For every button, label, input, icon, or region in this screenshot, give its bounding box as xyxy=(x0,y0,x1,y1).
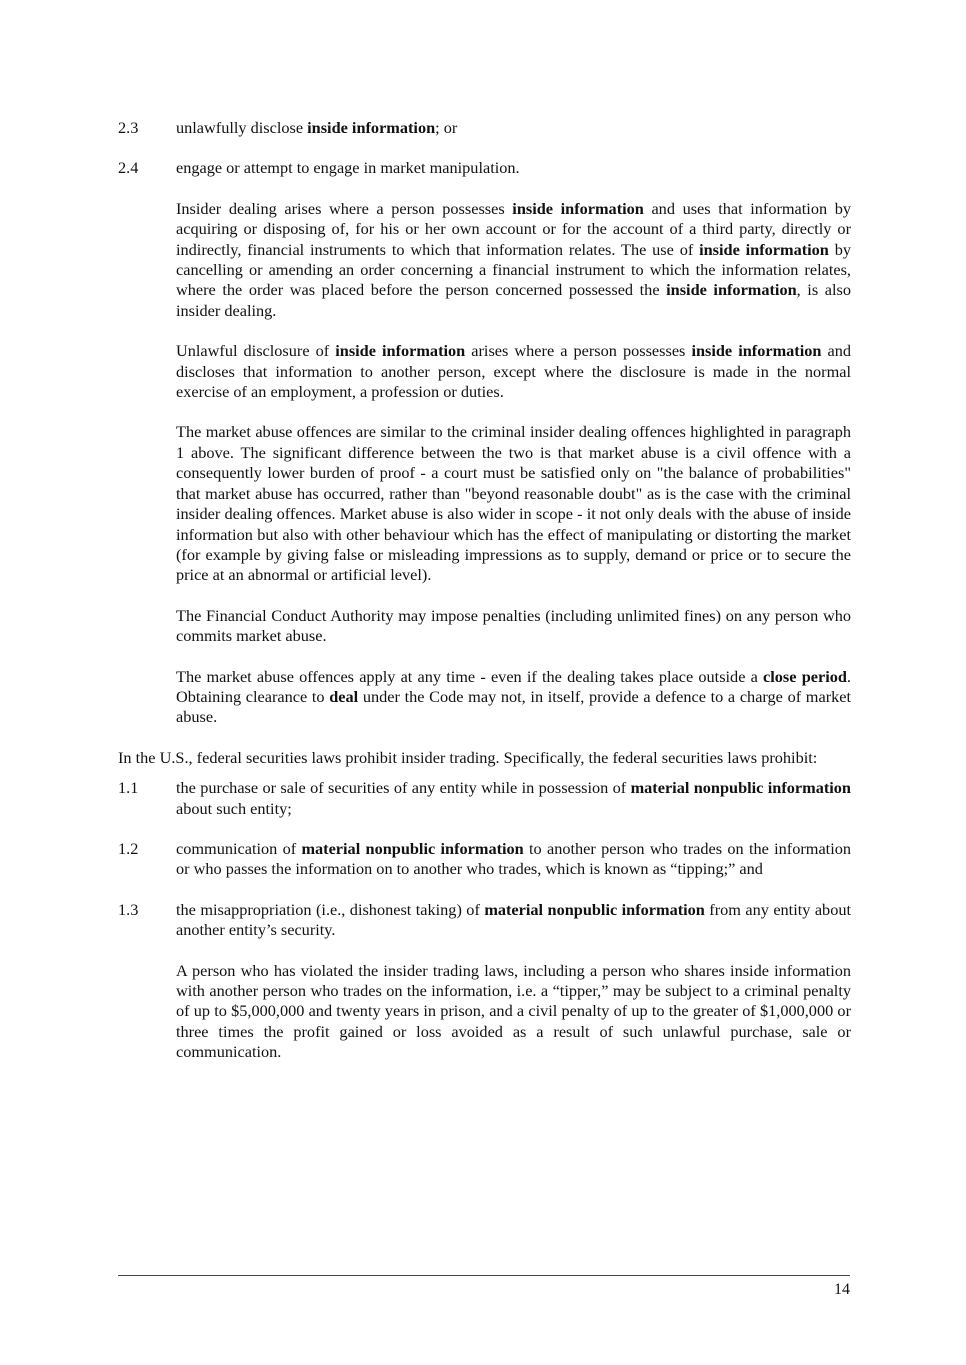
text-run: The market abuse offences apply at any time - even if the dealing takes place outside a xyxy=(176,666,764,686)
text-run: from any entity about another entity’s security. xyxy=(176,899,852,940)
text-run: the purchase or sale of securities of any entity while in possession of xyxy=(176,778,631,798)
list-item-2-3 xyxy=(118,118,851,138)
list-number: 1.2 xyxy=(118,838,139,858)
list-number: 2.3 xyxy=(118,118,139,137)
list-text xyxy=(176,900,851,941)
text-run: A person who has violated the insider trading laws, including a person who shares inside information with another person who trades on the information, i.e. a “tipper,” may be subject to a criminal penalty of up to $5,000,000 and twenty years in prison, and a civil penalty of up to the greater of $1,000,000 or three times the profit gained or loss avoided as a result of such unlawful purchase, sale or communication. xyxy=(176,960,851,1062)
bold-term: material nonpublic information xyxy=(630,778,851,798)
paragraph-us-penalties xyxy=(176,961,851,1063)
text-run: and uses that information by acquiring or disposing of, for his or her own account or for the account of a third party, directly or indirectly, financial instruments to which that information relates. The use of xyxy=(176,198,851,259)
text-run: Insider dealing arises where a person possesses xyxy=(176,198,513,218)
list-item-1-3 xyxy=(118,900,851,941)
bold-term: inside information xyxy=(699,239,829,259)
footer-divider xyxy=(118,1275,850,1276)
list-text xyxy=(176,118,851,138)
paragraph-us-intro xyxy=(118,748,851,768)
text-run: to another person who trades on the information or who passes the information on to another who trades, which is known as “tipping;” and xyxy=(176,838,852,879)
bold-term: deal xyxy=(329,686,359,706)
bold-term: inside information xyxy=(307,118,436,137)
list-item-2-4 xyxy=(118,158,851,178)
text-run: the misappropriation (i.e., dishonest taking) of xyxy=(176,899,485,919)
list-text xyxy=(176,158,851,178)
bold-term: material nonpublic information xyxy=(301,838,524,858)
text-run: unlawfully disclose xyxy=(176,118,308,137)
paragraph-market-abuse-offences xyxy=(176,422,851,585)
text-run: Unlawful disclosure of xyxy=(176,341,336,361)
text-run: communication of xyxy=(176,838,302,858)
page-number: 14 xyxy=(834,1281,850,1298)
list-text xyxy=(176,778,851,819)
bold-term: material nonpublic information xyxy=(484,899,705,919)
list-item-1-2 xyxy=(118,839,851,880)
paragraph-insider-dealing xyxy=(176,199,851,321)
text-run: ; or xyxy=(435,118,458,137)
bold-term: inside information xyxy=(691,341,822,361)
text-run: and discloses that information to another person, except where the disclosure is made in the normal exercise of an employment, a profession or duties. xyxy=(176,341,851,402)
text-run: under the Code may not, in itself, provide a defence to a charge of market abuse. xyxy=(176,686,852,727)
text-run: by cancelling or amending an order concerning a financial instrument to which the information relates, where the order was placed before the person concerned possessed the xyxy=(176,239,851,300)
text-run: engage or attempt to engage in market manipulation. xyxy=(176,158,520,178)
paragraph-close-period xyxy=(176,667,851,728)
list-number: 2.4 xyxy=(118,158,139,178)
bold-term: inside information xyxy=(512,198,644,218)
paragraph-unlawful-disclosure xyxy=(176,341,851,402)
list-text xyxy=(176,839,851,880)
text-run: about such entity; xyxy=(176,798,292,818)
bold-term: inside information xyxy=(335,341,466,361)
text-run: The market abuse offences are similar to the criminal insider dealing offences highlighted in paragraph 1 above. The significant difference between the two is that market abuse is a civil offence with a consequently lower burden of proof - a court must be satisfied only on "the balance of probabilities" that market abuse has occurred, rather than "beyond reasonable doubt" as is the case with the criminal insider dealing offences. Market abuse is also wider in scope - it not only deals with the abuse of inside information but also with other behaviour which has the effect of manipulating or distorting the market (for example by giving false or misleading impressions as to supply, demand or price or to secure the price at an abnormal or artificial level). xyxy=(176,422,851,585)
text-run: The Financial Conduct Authority may impose penalties (including unlimited fines) on any person who commits market abuse. xyxy=(176,605,851,646)
text-run: In the U.S., federal securities laws prohibit insider trading. Specifically, the federal securities laws prohibit: xyxy=(118,747,818,767)
text-run: . Obtaining clearance to xyxy=(176,666,851,706)
bold-term: close period xyxy=(763,666,847,686)
text-run: arises where a person possesses xyxy=(465,341,692,361)
page-body xyxy=(118,118,851,1083)
list-number: 1.1 xyxy=(118,778,139,798)
paragraph-fca-penalties xyxy=(176,606,851,647)
list-item-1-1 xyxy=(118,778,851,819)
text-run: , is also insider dealing. xyxy=(176,280,851,320)
bold-term: inside information xyxy=(666,280,797,300)
list-number: 1.3 xyxy=(118,899,139,919)
